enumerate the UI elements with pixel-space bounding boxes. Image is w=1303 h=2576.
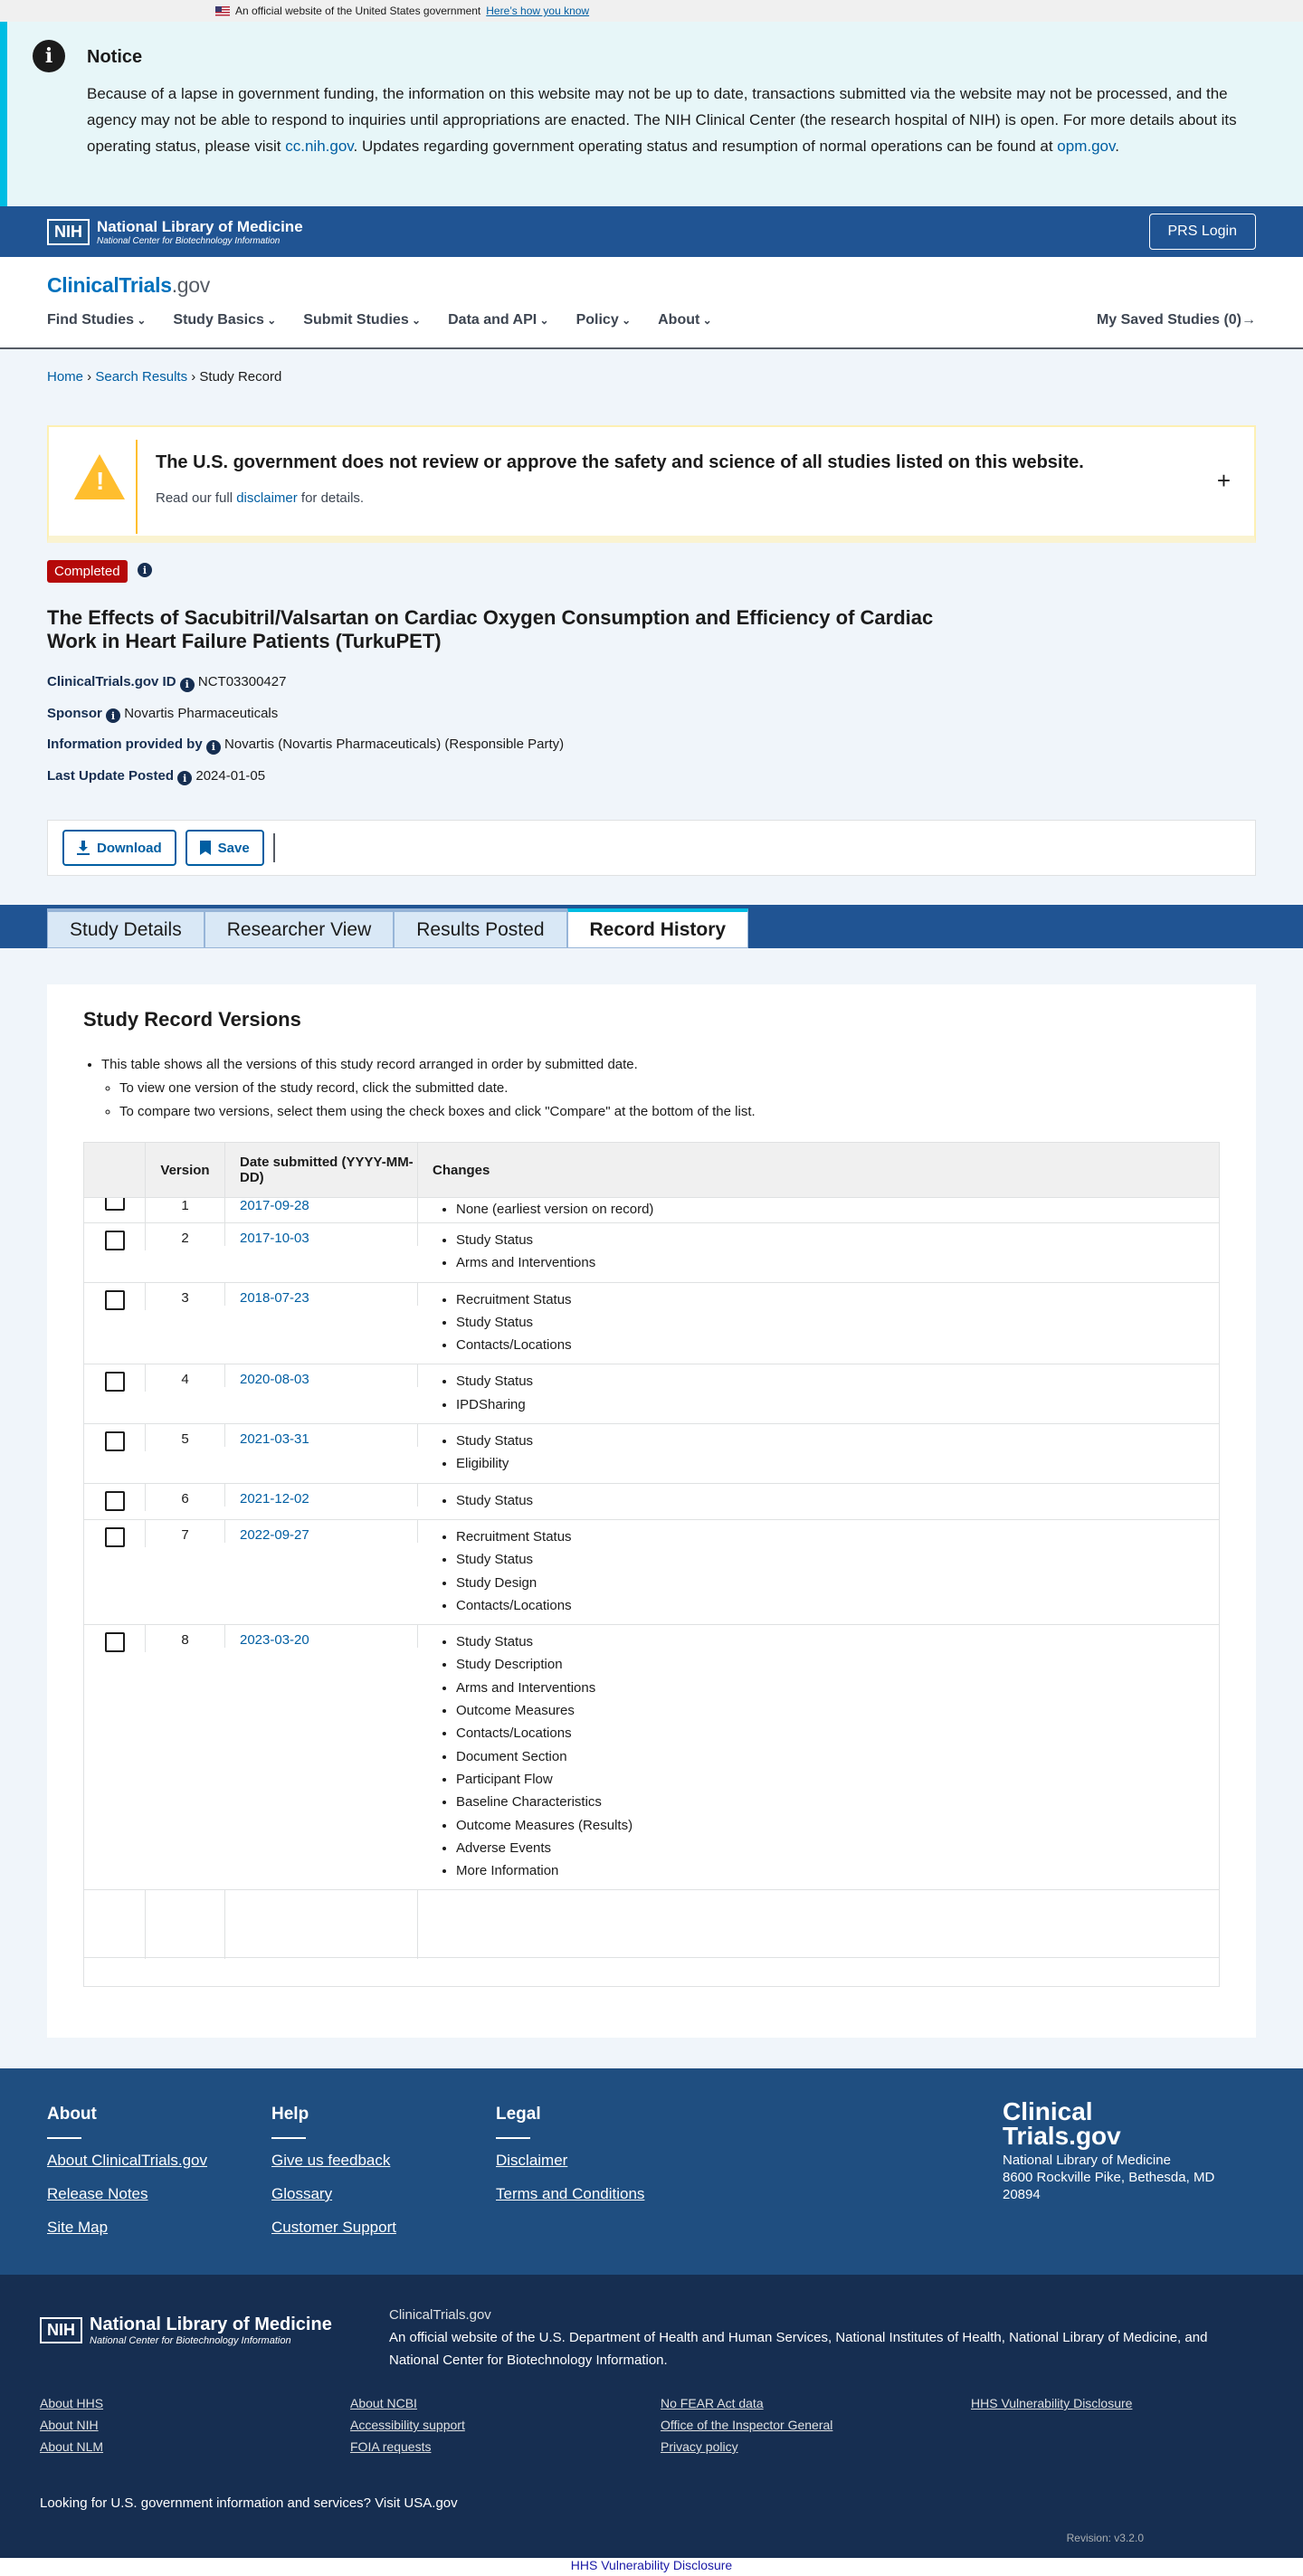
info-icon[interactable]: i [177,771,192,785]
nlm-footer-link[interactable]: About NLM [40,2439,104,2454]
nih-logo: NIH [47,219,90,245]
how-you-know-link[interactable]: Here’s how you know [486,5,590,17]
footer-link[interactable]: Site Map [47,2219,109,2236]
prs-login-button[interactable]: PRS Login [1149,214,1257,250]
table-row [84,1423,1219,1483]
nlm-footer-link[interactable]: About NCBI [350,2396,417,2410]
nlm-footer-link[interactable]: About NIH [40,2418,99,2432]
table-row [84,1364,1219,1423]
nlm-footer-link[interactable]: Office of the Inspector General [661,2418,833,2432]
version-number: 2 [146,1223,225,1246]
vulnerability-link[interactable]: HHS Vulnerability Disclosure [570,2558,733,2572]
nlm-footer-link[interactable]: Accessibility support [350,2418,465,2432]
change-item: • Study Status [456,1489,533,1512]
tab-researcher-view[interactable]: Researcher View [204,908,395,948]
save-button[interactable]: Save [185,830,264,866]
footer-logo[interactable]: Clinical Trials.gov [1003,2097,1121,2150]
nih-link[interactable]: National Institutes of Health [835,2330,1002,2345]
change-item: • Contacts/Locations [456,1594,572,1617]
table-row [84,1624,1219,1889]
change-item: • Study Status [456,1430,533,1452]
nav-study-basics[interactable]: Study Basics ⌄ [173,312,276,328]
breadcrumb-search-results[interactable]: Search Results [95,369,188,385]
compare-checkbox[interactable] [105,1197,125,1211]
footer-about: About About ClinicalTrials.gov Release Notes Site Map [47,2105,207,2236]
bookmark-icon [200,841,211,855]
us-flag-icon [215,6,230,16]
nlm-footer-links [40,2396,1216,2454]
compare-checkbox[interactable] [105,1632,125,1652]
usa-gov-link[interactable]: Visit USA.gov [375,2495,458,2511]
footer-help: Help Give us feedback Glossary Customer Support [271,2105,396,2236]
main-nav [47,312,1256,328]
info-icon[interactable]: i [206,740,221,755]
alert-text: Read our full disclaimer for details. [156,490,365,506]
breadcrumb-current: Study Record [199,369,282,385]
footer-link[interactable]: Disclaimer [496,2152,568,2169]
nlm-footer-link[interactable]: FOIA requests [350,2439,432,2454]
version-number: 8 [146,1625,225,1648]
nlm-footer-logo[interactable]: NIH National Library of Medicine National Center for Biotechnology Information [40,2315,332,2346]
notice-text: Because of a lapse in government funding, the information on this website may not be up to date, transactions submitted via the website may not be processed, and the agency may not be able to respond to inquiries until appropriations are enacted. The NIH Clinical Center (the research hospital of NIH) is open. For more details about its operating status, please visit cc.nih.gov. Updates regarding government operating status and resumption of normal operations can be found at opm.gov. [87,85,1237,155]
version-date-link[interactable]: 2022-09-27 [240,1526,309,1543]
table-header: Version Date submitted (YYYY-MM-DD) Changes [84,1143,1219,1197]
nlm-footer: NIH National Library of Medicine National Center for Biotechnology Information ClinicalTrials.gov An official website of the U.S. Department of Health and Human Services, National Institutes of Health, National Library of Medicine, and National Center for Biotechnology Information. About HHS About NCBI No FEAR Act data HHS Vulnerability Disclosure About NIH Accessibility support Office of the Inspector General About NLM FOIA requests Privacy policy Looking for U.S. government information and services? Visit USA.gov Revision: v3.2.0 [0,2275,1303,2558]
version-number: 6 [146,1484,225,1507]
nlm-name: National Library of Medicine [97,217,303,235]
disclaimer-alert: ! The U.S. government does not review or approve the safety and science of all studies listed on this website. Read our full disclaimer for details. + [47,425,1256,543]
status-badge: Completed [47,560,128,583]
info-icon: i [33,40,65,72]
change-item: • Study Status [456,1229,595,1251]
download-button[interactable]: Download [62,830,176,866]
table-row [84,1519,1219,1624]
change-item: • Outcome Measures (Results) [456,1814,632,1837]
nlm-header [0,206,1303,257]
site-footer [0,2068,1303,2275]
table-row [84,1483,1219,1519]
breadcrumb: Home › Search Results › Study Record [47,369,282,385]
footer-link[interactable]: Give us feedback [271,2152,391,2169]
ncbi-name: National Center for Biotechnology Information [97,235,281,246]
footer-link[interactable]: Terms and Conditions [496,2185,645,2202]
footer-link[interactable]: About ClinicalTrials.gov [47,2152,207,2169]
table-row [84,1222,1219,1282]
version-date-link[interactable]: 2021-03-31 [240,1431,309,1448]
change-item: • Study Status [456,1548,572,1571]
footer-address: National Library of Medicine 8600 Rockville Pike, Bethesda, MD 20894 [1003,2153,1215,2202]
revision: Revision: v3.2.0 [1066,2532,1144,2544]
record-history-panel: Study Record Versions • This table shows all the versions of this study record arranged in order by submitted date. ◦ To view one version of the study record, click the submitted date. ◦ To compare two versions, select them using the check boxes and click "Compare" at the bottom of the list. Version Date submitted (YYYY-MM-DD) Changes 1 2017-09-28 • None (earliest version on record) 2 2017-10-03 • Study Status • Arms and Interventions 3 2018-07-23 • Recruitment Status • Study Status • Contacts/Locations 4 2020-08-03 • Study Status • IPDSharing 5 2021-03-31 • Study Status • Eligibility 6 2021-12-02 • Study Status 7 2022-09-27 • Recruitment Status • Study Status • Study Design • Contacts/Locations 8 2023-03-20 • Study Status • Study Description • Arms and Interventions • Outcome Measures • Contacts/Locations • Document Section • Participant Flow • Baseline Characteristics • Outcome Measures (Results) • Adverse Events • More Information [47,984,1256,2038]
nlm-footer-link[interactable]: About HHS [40,2396,104,2410]
change-item: • IPDSharing [456,1393,533,1416]
change-item: • Arms and Interventions [456,1677,632,1699]
notice-title: Notice [87,47,143,67]
versions-table [83,1142,1220,1987]
info-provider: Novartis (Novartis Pharmaceuticals) (Responsible Party) [224,737,565,752]
version-number: 5 [146,1424,225,1447]
nlm-footer-link [971,2418,1242,2432]
nlm-footer-link[interactable]: Privacy policy [661,2439,738,2454]
nav-about[interactable]: About ⌄ [658,312,712,328]
version-date-link[interactable]: 2017-09-28 [240,1198,309,1213]
study-meta: ClinicalTrials.gov ID i NCT03300427 Sponsor i Novartis Pharmaceuticals Information provided by i Novartis (Novartis Pharmaceuticals) (Responsible Party) Last Update Posted i 2024-01-05 [47,674,565,784]
version-number: 1 [146,1198,225,1222]
change-item: • More Information [456,1859,632,1882]
nlm-footer-link[interactable]: No FEAR Act data [661,2396,764,2410]
footer-link[interactable]: Glossary [271,2185,333,2202]
clinicaltrials-logo[interactable]: ClinicalTrials.gov [47,273,210,297]
disclaimer-link[interactable]: disclaimer [236,490,298,506]
version-number: 4 [146,1364,225,1387]
tab-study-details[interactable]: Study Details [47,908,204,948]
version-date-link[interactable]: 2017-10-03 [240,1231,309,1246]
study-tabs [0,905,1303,948]
opm-link[interactable]: opm.gov [1057,138,1116,155]
version-date-link[interactable]: 2023-03-20 [240,1632,309,1649]
change-item: • Document Section [456,1745,632,1768]
version-date-link[interactable]: 2020-08-03 [240,1372,309,1388]
change-item: • Study Description [456,1653,632,1676]
last-update: 2024-01-05 [195,767,266,784]
change-item: • Participant Flow [456,1768,632,1791]
nav-submit-studies[interactable]: Submit Studies ⌄ [303,312,421,328]
study-title: The Effects of Sacubitril/Valsartan on Cardiac Oxygen Consumption and Efficiency of Cardiac Work in Heart Failure Patients (TurkuPET) [47,606,934,652]
change-item: • Study Design [456,1572,572,1594]
change-item: • Recruitment Status [456,1288,572,1311]
ncbi-link[interactable]: National Center for Biotechnology Information [389,2353,664,2368]
expand-icon[interactable]: + [1216,467,1231,494]
change-item: • None (earliest version on record) [456,1198,653,1221]
versions-title: Study Record Versions [83,1008,301,1031]
info-icon[interactable]: i [180,678,195,692]
compare-checkbox[interactable] [105,1431,125,1451]
change-item: • Study Status [456,1311,572,1334]
cc-nih-link[interactable]: cc.nih.gov [285,138,354,155]
gov-banner [0,0,1303,22]
change-item: • Outcome Measures [456,1699,632,1722]
nav-policy[interactable]: Policy ⌄ [576,312,632,328]
compare-checkbox[interactable] [105,1491,125,1511]
version-date-link[interactable]: 2021-12-02 [240,1490,309,1507]
version-date-link[interactable]: 2018-07-23 [240,1289,309,1306]
change-item: • Study Status [456,1630,632,1653]
compare-checkbox[interactable] [105,1290,125,1310]
info-icon[interactable]: i [106,708,120,723]
change-item: • Adverse Events [456,1837,632,1859]
breadcrumb-home[interactable]: Home [47,369,84,385]
nav-find-studies[interactable]: Find Studies ⌄ [47,312,146,328]
version-number: 3 [146,1283,225,1306]
hhs-link[interactable]: U.S. Department of Health and Human Services [538,2330,828,2345]
compare-checkbox[interactable] [105,1527,125,1547]
nlm-footer-link [971,2439,1242,2454]
change-item: • Study Status [456,1370,533,1393]
nlm-footer-link[interactable]: HHS Vulnerability Disclosure [971,2396,1133,2410]
compare-checkbox[interactable] [105,1372,125,1392]
change-item: • Contacts/Locations [456,1722,632,1744]
tab-record-history[interactable]: Record History [567,908,749,948]
alert-title: The U.S. government does not review or approve the safety and science of all studies listed on this website. [156,452,1084,472]
saved-studies-link[interactable]: My Saved Studies (0)→ [1096,312,1256,328]
table-row [84,1282,1219,1364]
footer-legal: Legal Disclaimer Terms and Conditions [496,2105,645,2202]
compare-checkbox[interactable] [105,1231,125,1250]
change-item: • Eligibility [456,1452,533,1475]
nlm-link[interactable]: National Library of Medicine [1009,2330,1178,2345]
table-row [84,1197,1219,1222]
info-icon[interactable]: i [138,563,152,577]
footer-link[interactable]: Customer Support [271,2219,396,2236]
nav-data-api[interactable]: Data and API ⌄ [448,312,548,328]
tab-results-posted[interactable]: Results Posted [394,908,566,948]
nct-id: NCT03300427 [197,674,287,689]
shutdown-notice [0,22,1303,206]
site-header [0,257,1303,349]
change-item: • Baseline Characteristics [456,1791,632,1813]
change-item: • Recruitment Status [456,1526,572,1548]
change-item: • Contacts/Locations [456,1334,572,1356]
action-bar [47,820,1256,876]
footer-link[interactable]: Release Notes [47,2185,148,2202]
download-icon [77,841,90,855]
change-item: • Arms and Interventions [456,1251,595,1274]
nlm-logo[interactable] [47,218,303,246]
sponsor: Novartis Pharmaceuticals [124,705,279,721]
gov-banner-text: An official website of the United States government [235,5,481,17]
version-number: 7 [146,1520,225,1543]
